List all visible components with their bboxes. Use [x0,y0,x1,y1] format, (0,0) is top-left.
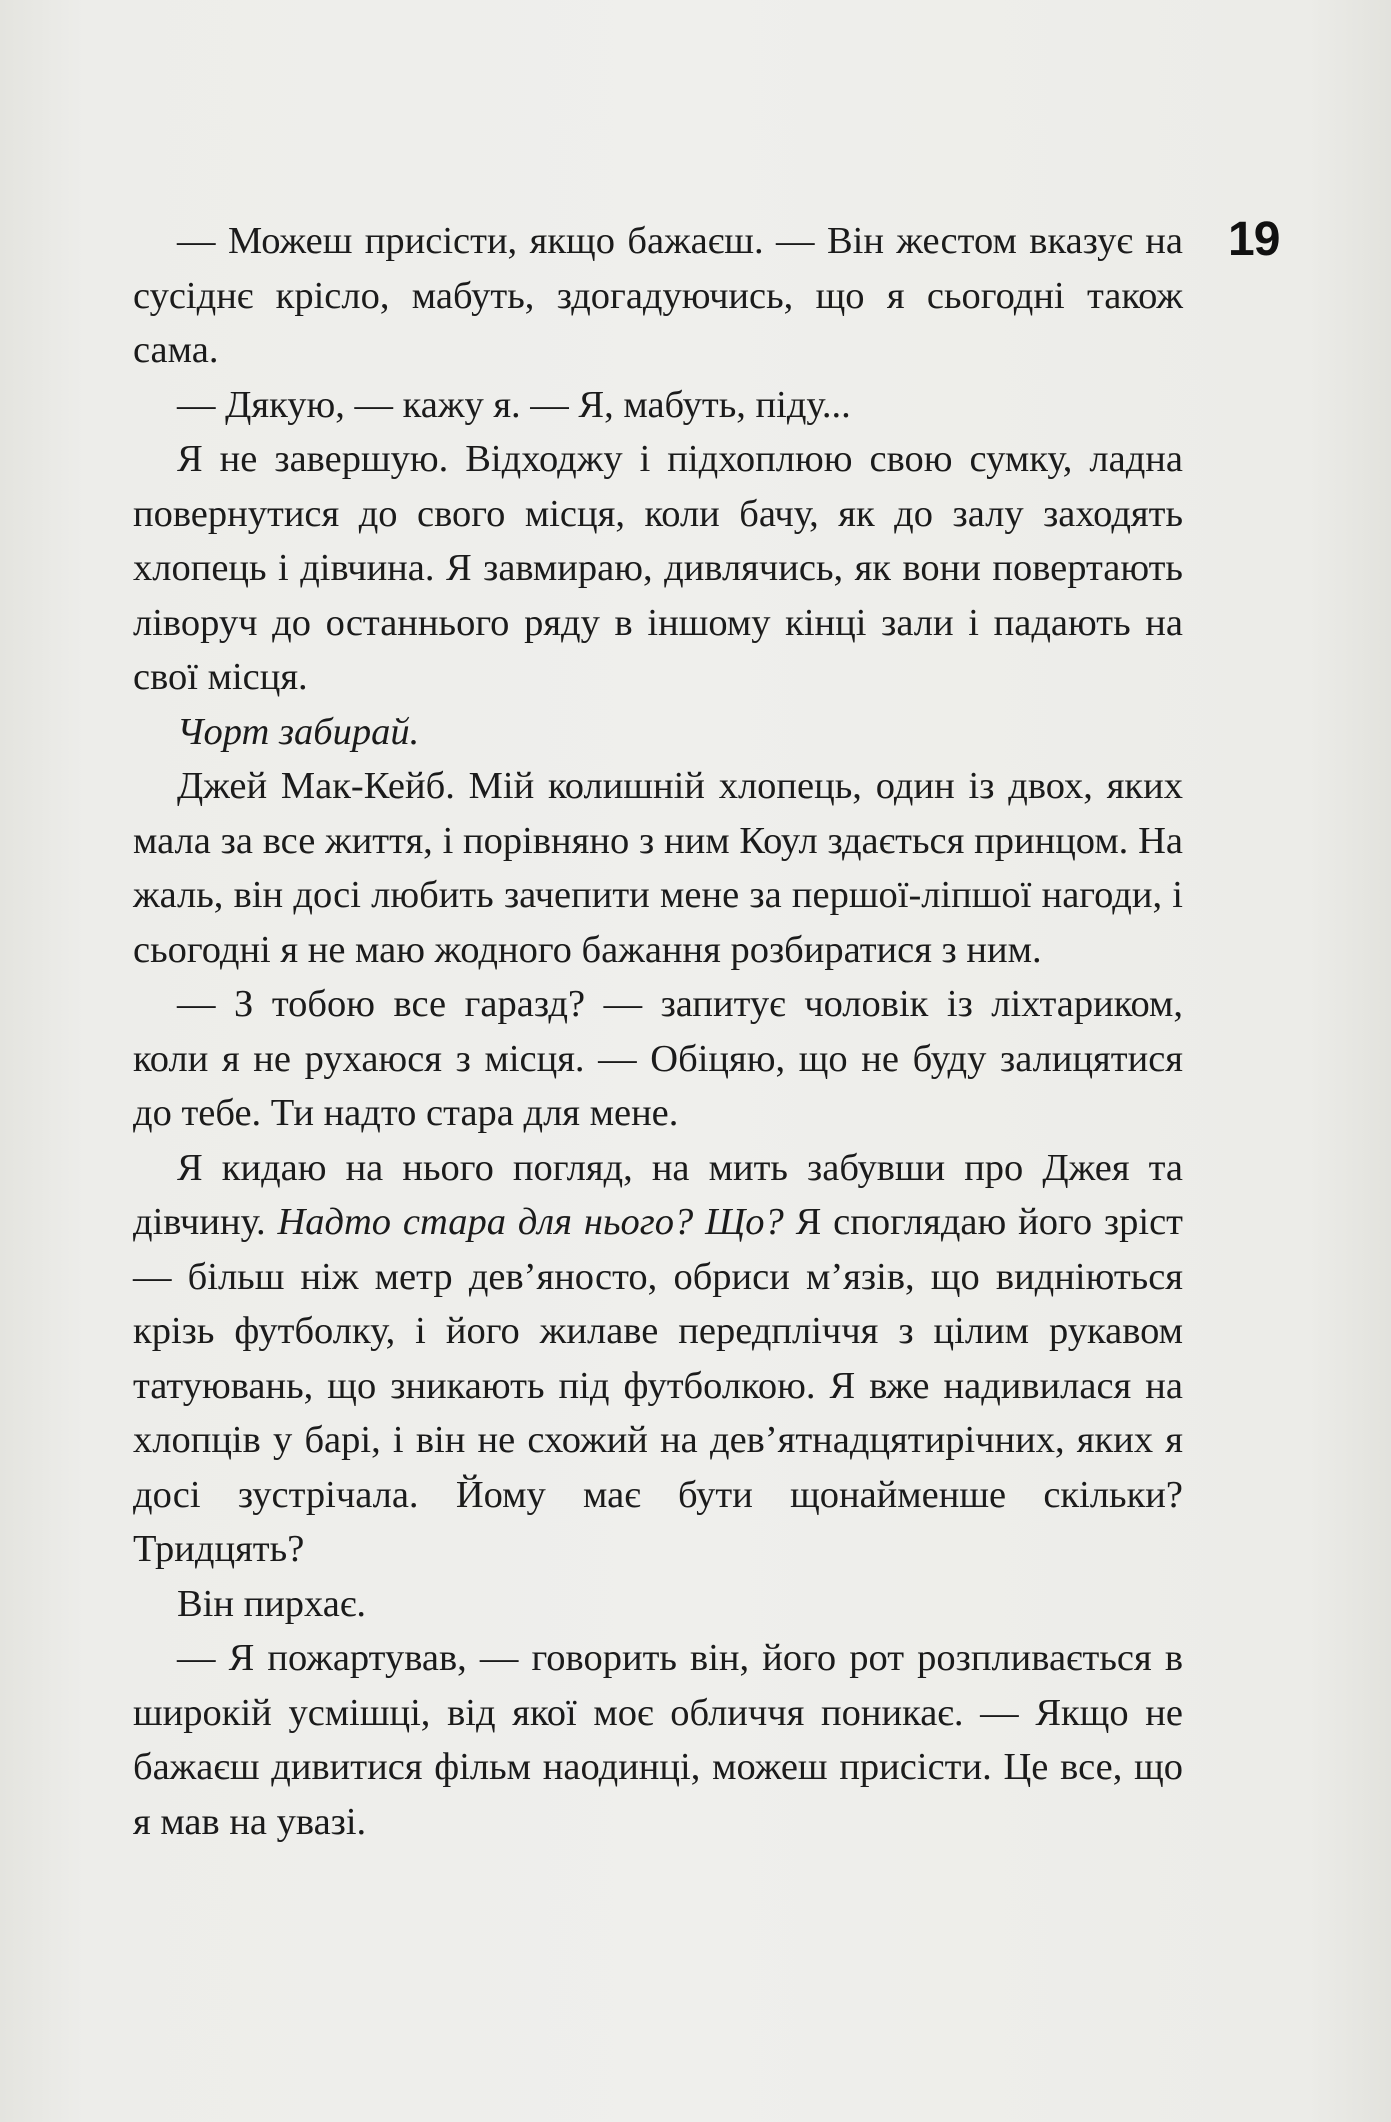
paragraph-7-part-1: Я кидаю на нього погляд, на мить забувши про Джея та дівчину. [133,1146,1183,1243]
paragraph-3: Я не завершую. Відходжу і підхоплюю свою сумку, ладна повернутися до свого місця, коли бачу, як до залу заходять хлопець і дівчина. Я завмираю, дивлячись, як вони повертають ліворуч до останнього ряду в іншому кінці зали і падають на свої місця. [133,438,1183,698]
page-number: 19 [1228,213,1280,266]
body-text [133,214,1183,1849]
paragraph-1: — Можеш присісти, якщо бажаєш. — Він жестом вказує на сусіднє крісло, мабуть, здогадуючись, що я сьогодні також сама. [133,220,1183,371]
paragraph-5: Джей Мак-Кейб. Мій колишній хлопець, один із двох, яких мала за все життя, і порівняно з ним Коул здається принцом. На жаль, він досі любить зачепити мене за першої-ліпшої нагоди, і сьогодні я не маю жодного бажання розбиратися з ним. [133,765,1183,971]
italic-thought: Чорт забирай. [177,710,420,753]
paragraph-2: — Дякую, — кажу я. — Я, мабуть, піду... [177,383,851,426]
paragraph-7 [133,1141,1183,1577]
paragraph-7-italic: Надто стара для нього? Що? [277,1201,784,1243]
paragraph-4-italic [133,705,1183,760]
paragraph-8: Він пирхає. [177,1582,367,1625]
paragraph-6: — З тобою все гаразд? — запитує чоловік із ліхтариком, коли я не рухаюся з місця. — Обіцяю, що не буду залицятися до тебе. Ти надто стара для мене. [133,983,1183,1134]
paragraph-9: — Я пожартував, — говорить він, його рот розпливається в широкій усмішці, від якої моє обличчя поникає. — Якщо не бажаєш дивитися фільм наодинці, можеш присісти. Це все, що я мав на увазі. [133,1637,1183,1843]
paragraph-7-part-2: Я споглядаю його зріст — більш ніж метр дев’яносто, обриси м’язів, що видніються крізь футболку, і його жилаве передпліччя з цілим рукавом татуювань, що зникають під футболкою. Я вже надивилася на хлопців у барі, і він не схожий на дев’ятнадцятирічних, яких я досі зустрічала. Йому має бути щонайменше скільки? Тридцять? [133,1201,1183,1570]
